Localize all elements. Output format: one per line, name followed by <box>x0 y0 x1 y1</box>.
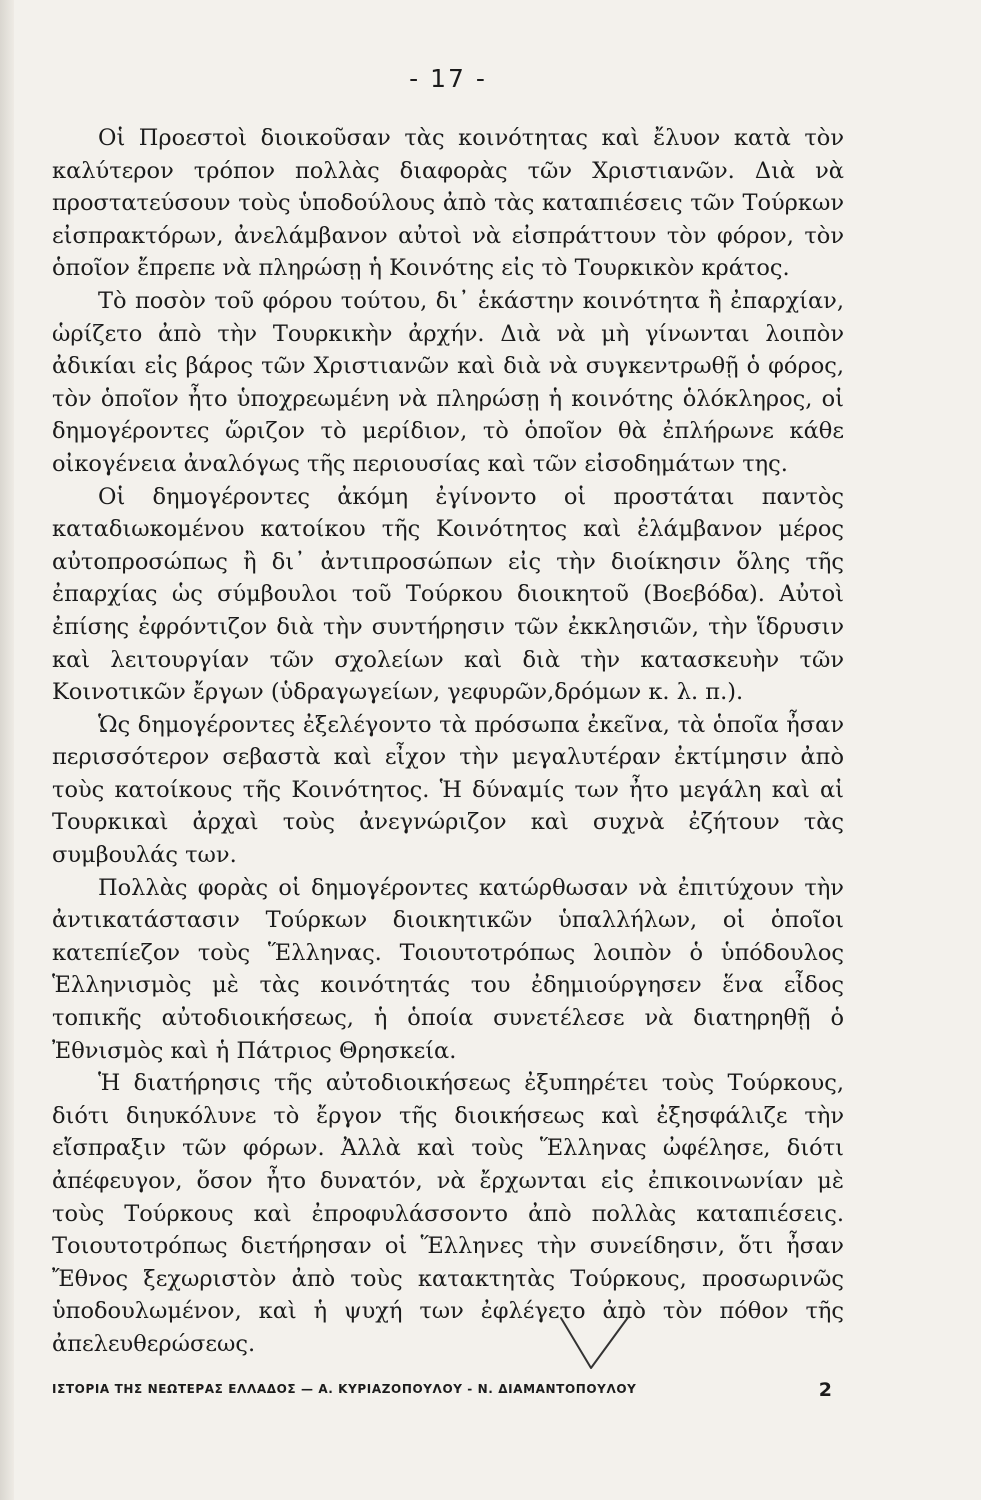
paragraph-4: Ὡς δημογέροντες ἐξελέγοντο τὰ πρόσωπα ἐκεῖνα, τὰ ὁποῖα ἦσαν περισσότερον σεβαστὰ καὶ εἶχον τὴν μεγαλυτέραν ἐκτίμησιν ἀπὸ τοὺς κατοίκους τῆς Κοινότητος. Ἡ δύναμίς των ἦτο μεγάλη καὶ αἱ Τουρκικαὶ ἀρχαὶ τοὺς ἀνεγνώριζον καὶ συχνὰ ἐζήτουν τὰς συμβουλάς των. <box>52 711 844 869</box>
page-number: - 17 - <box>409 64 487 93</box>
paragraph-1: Οἱ Προεστοὶ διοικοῦσαν τὰς κοινότητας καὶ ἔλυον κατὰ τὸν καλύτερον τρόπον πολλὰς διαφορὰς τῶν Χριστιανῶν. Διὰ νὰ προστατεύσουν τοὺς ὑποδούλους ἀπὸ τὰς καταπιέσεις τῶν Τούρκων εἰσπρακτόρων, ἀνελάμβανον αὐτοὶ νὰ εἰσπράττουν τὸν φόρον, τὸν ὁποῖον ἔπρεπε νὰ πληρώσῃ ἡ Κοινότης εἰς τὸ Τουρκικὸν κράτος. <box>52 125 844 282</box>
signature-mark: 2 <box>818 1379 832 1401</box>
paragraph-2: Τὸ ποσὸν τοῦ φόρου τούτου, δι᾽ ἑκάστην κοινότητα ἢ ἐπαρχίαν, ὡρίζετο ἀπὸ τὴν Τουρκικὴν ἀρχήν. Διὰ νὰ μὴ γίνωνται λοιπὸν ἀδικίαι εἰς βάρος τῶν Χριστιανῶν καὶ διὰ νὰ συγκεντρωθῇ ὁ φόρος, τὸν ὁποῖον ἦτο ὑποχρεωμένη νὰ πληρώσῃ ἡ κοινότης ὁλόκληρος, οἱ δημογέροντες ὥριζον τὸ μερίδιον, τὸ ὁποῖον θὰ ἐπλήρωνε κάθε οἰκογένεια ἀναλόγως τῆς περιουσίας καὶ τῶν εἰσοδημάτων της. <box>52 287 844 477</box>
body-text <box>52 122 844 1361</box>
handwritten-check-mark-icon <box>557 1312 637 1372</box>
paragraph-3: Οἱ δημογέροντες ἀκόμη ἐγίνοντο οἱ προστάται παντὸς καταδιωκομένου κατοίκου τῆς Κοινότητος καὶ ἐλάμβανον μέρος αὐτοπροσώπως ἢ δι᾽ ἀντιπροσώπων εἰς τὴν διοίκησιν ὅλης τῆς ἐπαρχίας ὡς σύμβουλοι τοῦ Τούρκου διοικητοῦ (Βοεβόδα). Αὐτοὶ ἐπίσης ἐφρόντιζον διὰ τὴν συντήρησιν τῶν ἐκκλησιῶν, τὴν ἵδρυσιν καὶ λειτουργίαν τῶν σχολείων καὶ διὰ τὴν κατασκευὴν τῶν Κοινοτικῶν ἔργων (ὑδραγωγείων, γεφυρῶν,δρόμων κ. λ. π.). <box>52 483 844 706</box>
paragraph-5: Πολλὰς φορὰς οἱ δημογέροντες κατώρθωσαν νὰ ἐπιτύχουν τὴν ἀντικατάστασιν Τούρκων διοικητικῶν ὑπαλλήλων, οἱ ὁποῖοι κατεπίεζον τοὺς Ἕλληνας. Τοιουτοτρόπως λοιπὸν ὁ ὑπόδουλος Ἑλληνισμὸς μὲ τὰς κοινότητάς του ἐδημιούργησεν ἕνα εἶδος τοπικῆς αὐτοδιοικήσεως, ἡ ὁποία συνετέλεσε νὰ διατηρηθῇ ὁ Ἐθνισμὸς καὶ ἡ Πάτριος Θρησκεία. <box>52 874 844 1064</box>
running-footer: ΙΣΤΟΡΙΑ ΤΗΣ ΝΕΩΤΕΡΑΣ ΕΛΛΑΔΟΣ — Α. ΚΥΡΙΑΖΟΠΟΥΛΟΥ - Ν. ΔΙΑΜΑΝΤΟΠΟΥΛΟΥ <box>52 1382 637 1396</box>
book-binding-edge <box>0 0 14 1500</box>
book-page <box>52 0 844 1500</box>
paragraph-6: Ἡ διατήρησις τῆς αὐτοδιοικήσεως ἐξυπηρέτει τοὺς Τούρκους, διότι διηυκόλυνε τὸ ἔργον τῆς διοικήσεως καὶ ἐξησφάλιζε τὴν εἴσπραξιν τῶν φόρων. Ἀλλὰ καὶ τοὺς Ἕλληνας ὠφέλησε, διότι ἀπέφευγον, ὅσον ἦτο δυνατόν, νὰ ἔρχωνται εἰς ἐπικοινωνίαν μὲ τοὺς Τούρκους καὶ ἐπροφυλάσσοντο ἀπὸ πολλὰς καταπιέσεις. Τοιουτοτρόπως διετήρησαν οἱ Ἕλληνες τὴν συνείδησιν, ὅτι ἦσαν Ἔθνος ξεχωριστὸν ἀπὸ τοὺς κατακτητὰς Τούρκους, προσωρινῶς ὑποδουλωμένον, καὶ ἡ ψυχή των ἐφλέγετο ἀπὸ τὸν πόθον τῆς ἀπελευθερώσεως. <box>52 1070 844 1357</box>
